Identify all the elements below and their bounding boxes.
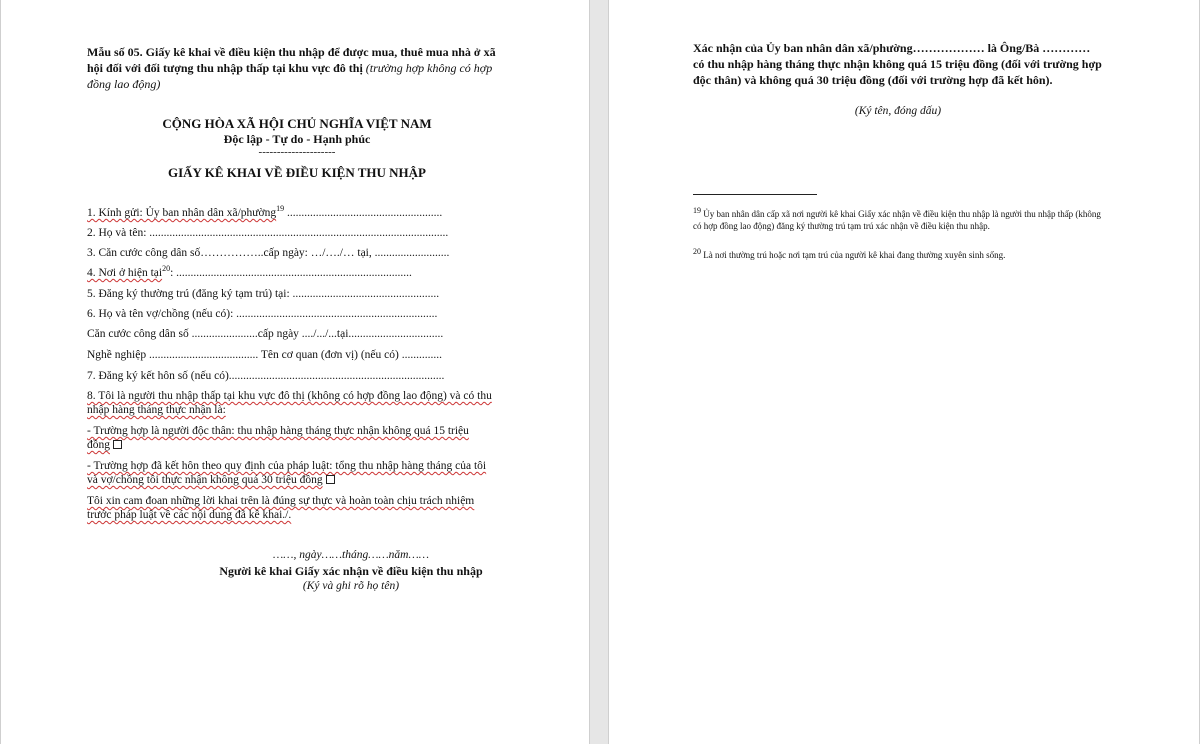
footnote-separator <box>693 194 817 195</box>
commune-confirmation: Xác nhận của Ủy ban nhân dân xã/phường……………… là Ông/Bà ………… có thu nhập hàng tháng thực nhận không quá 15 triệu đồng (đối với trường hợp độc thân) và không quá 30 triệu đồng (đối với trường hợp đã kết hôn). <box>693 41 1102 87</box>
single-case-checkbox[interactable] <box>113 440 122 449</box>
item-8-statement: 8. Tôi là người thu nhập thấp tại khu vực đô thị (không có hợp đồng lao động) và có thu nhập hàng tháng thực nhận là: <box>87 390 492 416</box>
footnote-19: $^{19}$ Ủy ban nhân dân cấp xã nơi người kê khai Giấy xác nhận về điều kiện thu nhập là người thu nhập thấp (không có hợp đồng lao động) đăng ký thường trú tạm trú xác nhận về điều kiện thu nhập. <box>693 206 1101 231</box>
field-line-8: Nghề nghiệp ...................................... Tên cơ quan (đơn vị) (nếu có) .............. <box>87 349 442 361</box>
field-line-3: 3. Căn cước công dân số……………..cấp ngày: …/…./… tại, .......................... <box>87 247 450 259</box>
form-title-bold: Mẫu số 05. Giấy kê khai về điều kiện thu nhập để được mua, thuê mua nhà ở xã hội đối với đối tượng thu nhập thấp tại khu vực đô thị <box>87 45 496 75</box>
field-line-1: 1. Kính gửi: Ủy ban nhân dân xã/phường$^{19}$ ...................................................... <box>87 204 443 219</box>
form-title-italic: (trường hợp không có hợp đồng lao động) <box>87 61 493 91</box>
motto-rule: --------------------- <box>258 146 336 158</box>
field-line-2: 2. Họ và tên: ........................................................................................................ <box>87 227 449 239</box>
field-line-5: 5. Đăng ký thường trú (đăng ký tạm trú) tại: ................................................... <box>87 288 440 300</box>
single-case-option: - Trường hợp là người độc thân: thu nhập hàng tháng thực nhận không quá 15 triệu đồng <box>87 425 469 451</box>
married-case-checkbox[interactable] <box>326 475 335 484</box>
signer-title: Người kê khai Giấy xác nhận về điều kiện thu nhập <box>219 564 483 578</box>
motto: Độc lập - Tự do - Hạnh phúc <box>223 132 371 146</box>
form-title <box>87 44 497 92</box>
document-page-right <box>608 0 1200 744</box>
nation-heading: CỘNG HÒA XÃ HỘI CHỦ NGHĨA VIỆT NAM <box>162 116 432 131</box>
signer-note: (Ký và ghi rõ họ tên) <box>302 580 400 592</box>
pledge-text: Tôi xin cam đoan những lời khai trên là đúng sự thực và hoàn toàn chịu trách nhiệm trước pháp luật về các nội dung đã kê khai./. <box>87 495 475 521</box>
document-title: GIẤY KÊ KHAI VỀ ĐIỀU KIỆN THU NHẬP <box>168 165 426 180</box>
document-page-left <box>0 0 590 744</box>
field-line-6: 6. Họ và tên vợ/chồng (nếu có): ...................................................................... <box>87 308 438 320</box>
footnote-20: $^{20}$ Là nơi thường trú hoặc nơi tạm trú của người kê khai đang thường xuyên sinh sống. <box>693 247 1006 260</box>
field-line-9: 7. Đăng ký kết hôn số (nếu có)........................................................................... <box>87 370 445 382</box>
married-case-option: - Trường hợp đã kết hôn theo quy định của pháp luật: tổng thu nhập hàng tháng của tôi và vợ/chồng tôi thực nhận không quá 30 triệu đồng <box>87 460 487 486</box>
field-line-7: Căn cước công dân số .......................cấp ngày ..../.../...tại................................. <box>87 328 444 340</box>
stamp-note: (Ký tên, đóng dấu) <box>854 105 942 117</box>
field-line-4: 4. Nơi ở hiện tại$^{20}$: .................................................................................. <box>87 264 412 279</box>
date-line: ……, ngày……tháng……năm…… <box>273 549 429 561</box>
